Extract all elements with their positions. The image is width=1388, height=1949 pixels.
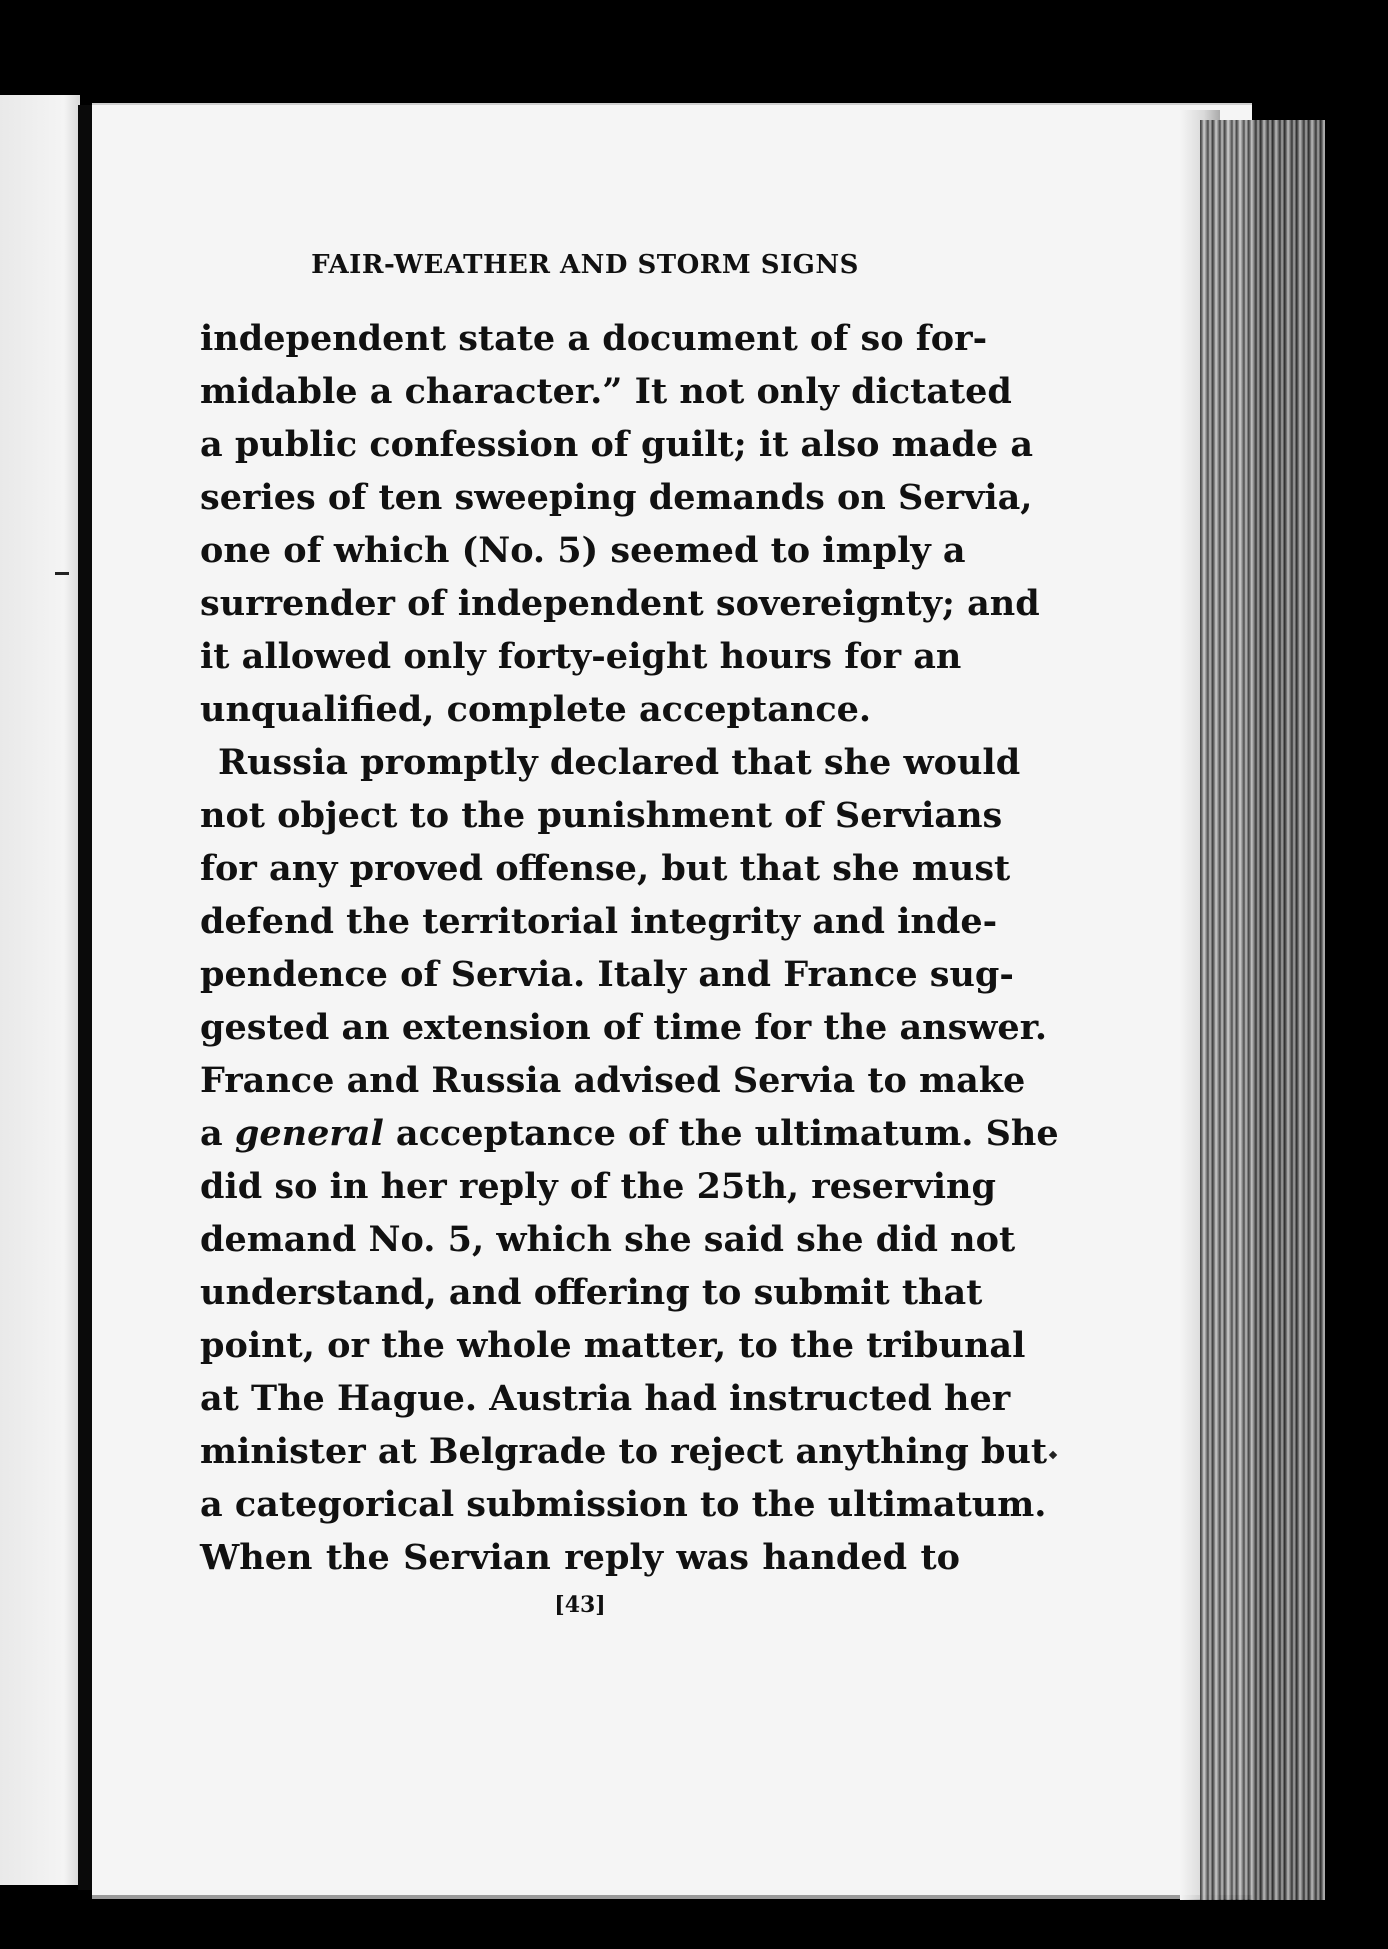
text-line: When the Servian reply was handed to [200, 1537, 960, 1578]
text-line: a categorical submission to the ultimatum. [200, 1484, 1047, 1525]
text-line: defend the territorial integrity and inde- [200, 901, 998, 942]
text-line: did so in her reply of the 25th, reserving [200, 1166, 996, 1207]
text-line-start: a [200, 1113, 235, 1154]
text-line: point, or the whole matter, to the tribunal [200, 1325, 1026, 1366]
running-head: FAIR-WEATHER AND STORM SIGNS [311, 250, 859, 280]
text-line: unqualified, complete acceptance. [200, 689, 872, 730]
text-line: one of which (No. 5) seemed to imply a [200, 530, 966, 571]
book-gutter [78, 105, 92, 1890]
text-line: minister at Belgrade to reject anything but [200, 1431, 1048, 1472]
text-line: a public confession of guilt; it also made a [200, 424, 1033, 465]
text-line: independent state a document of so for- [200, 318, 988, 359]
text-line: surrender of independent sovereignty; and [200, 583, 1040, 624]
page-number: [43] [554, 1592, 606, 1618]
text-line: series of ten sweeping demands on Servia, [200, 477, 1033, 518]
text-line: midable a character.” It not only dictated [200, 371, 1012, 412]
text-line: at The Hague. Austria had instructed her [200, 1378, 1011, 1419]
text-line: Russia promptly declared that she would [218, 742, 1021, 783]
text-line: for any proved offense, but that she must [200, 848, 1011, 889]
text-line: understand, and offering to submit that [200, 1272, 983, 1313]
text-line: not object to the punishment of Servians [200, 795, 1003, 836]
text-line: it allowed only forty-eight hours for an [200, 636, 962, 677]
text-line: pendence of Servia. Italy and France sug- [200, 954, 1014, 995]
page-stack-edges [1200, 120, 1325, 1900]
text-line [200, 1107, 1059, 1160]
margin-mark [55, 572, 69, 575]
body-text [200, 312, 1059, 1584]
italic-word: general [234, 1113, 384, 1154]
text-line: gested an extension of time for the answer. [200, 1007, 1048, 1048]
left-page-edge [0, 95, 80, 1885]
text-line: demand No. 5, which she said she did not [200, 1219, 1016, 1260]
text-line-end: acceptance of the ultimatum. She [383, 1113, 1059, 1154]
text-line: France and Russia advised Servia to make [200, 1060, 1026, 1101]
